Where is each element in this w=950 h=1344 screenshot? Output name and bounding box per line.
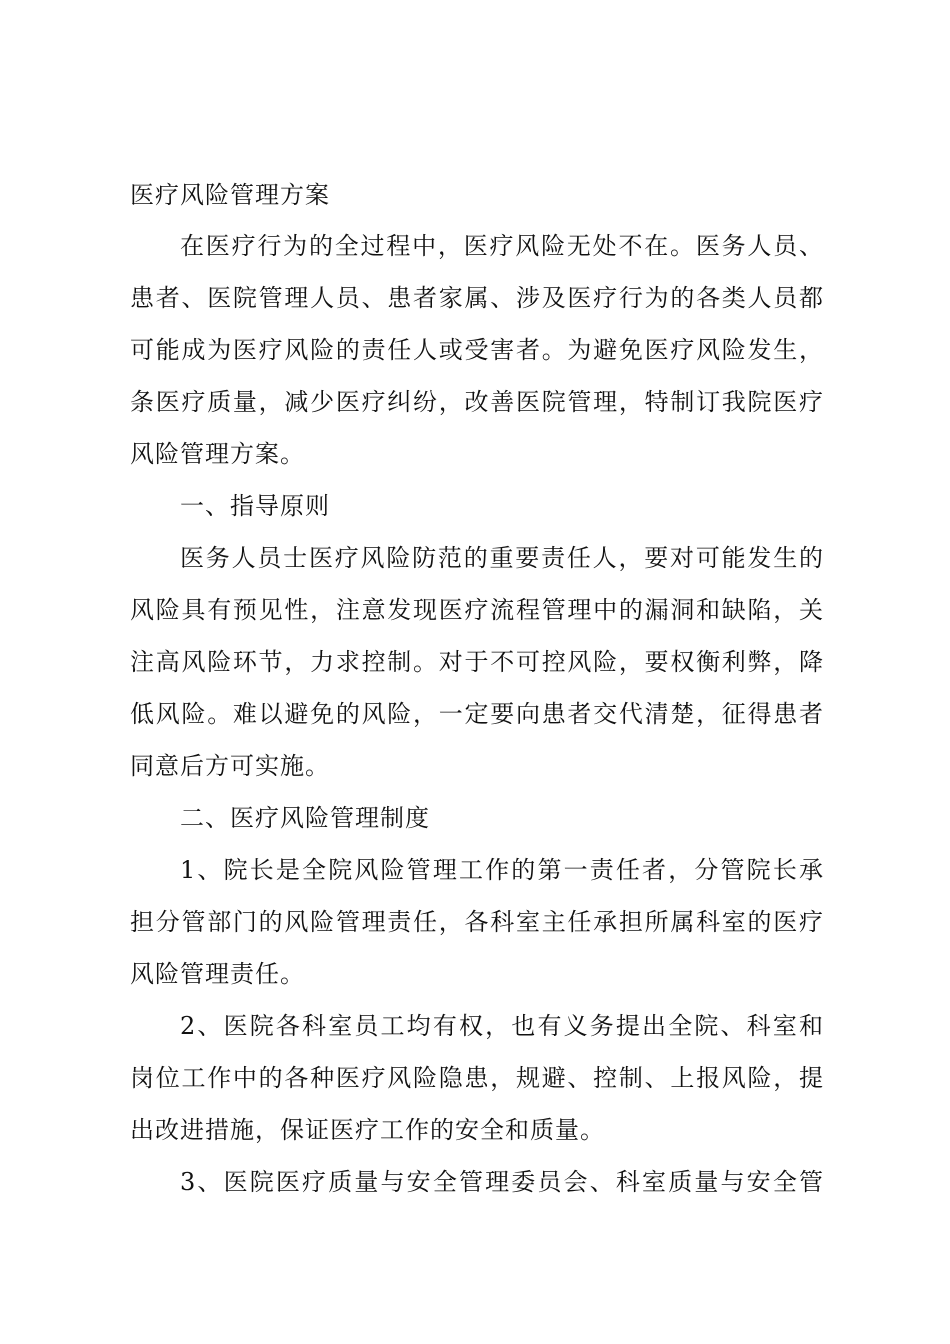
text-line: 岗位工作中的各种医疗风险隐患，规避、控制、上报风险，提 — [130, 1064, 824, 1092]
section-heading — [130, 480, 824, 532]
text-line: 1、院长是全院风险管理工作的第一责任者，分管院长承 — [180, 856, 824, 884]
text-line: 注高风险环节，力求控制。对于不可控风险，要权衡利弊，降 — [130, 648, 824, 676]
text-line: 担分管部门的风险管理责任，各科室主任承担所属科室的医疗 — [130, 908, 824, 936]
text-line: 风险具有预见性，注意发现医疗流程管理中的漏洞和缺陷，关 — [130, 596, 824, 624]
text-line: 低风险。难以避免的风险，一定要向患者交代清楚，征得患者 — [130, 700, 824, 728]
text-line: 条医疗质量，减少医疗纠纷，改善医院管理，特制订我院医疗 — [130, 388, 824, 416]
document-title: 医疗风险管理方案 — [130, 181, 330, 209]
heading-text: 二、医疗风险管理制度 — [180, 804, 430, 832]
text-line: 3、医院医疗质量与安全管理委员会、科室质量与安全管 — [180, 1168, 824, 1196]
text-line: 患者、医院管理人员、患者家属、涉及医疗行为的各类人员都 — [130, 284, 824, 312]
text-line: 在医疗行为的全过程中，医疗风险无处不在。医务人员、 — [180, 232, 824, 260]
paragraph — [130, 844, 824, 1000]
document-body — [130, 170, 824, 1208]
text-line: 风险管理责任。 — [130, 960, 305, 988]
paragraph — [130, 1156, 824, 1208]
text-line: 同意后方可实施。 — [130, 752, 330, 780]
text-line: 2、医院各科室员工均有权，也有义务提出全院、科室和 — [180, 1012, 824, 1040]
text-line: 可能成为医疗风险的责任人或受害者。为避免医疗风险发生， — [130, 336, 824, 364]
text-line: 风险管理方案。 — [130, 440, 305, 468]
paragraph — [130, 532, 824, 792]
text-line: 出改进措施，保证医疗工作的安全和质量。 — [130, 1116, 605, 1144]
paragraph — [130, 220, 824, 480]
section-heading — [130, 792, 824, 844]
heading-text: 一、指导原则 — [180, 492, 330, 520]
text-line: 医务人员士医疗风险防范的重要责任人，要对可能发生的 — [180, 544, 824, 572]
paragraph — [130, 1000, 824, 1156]
